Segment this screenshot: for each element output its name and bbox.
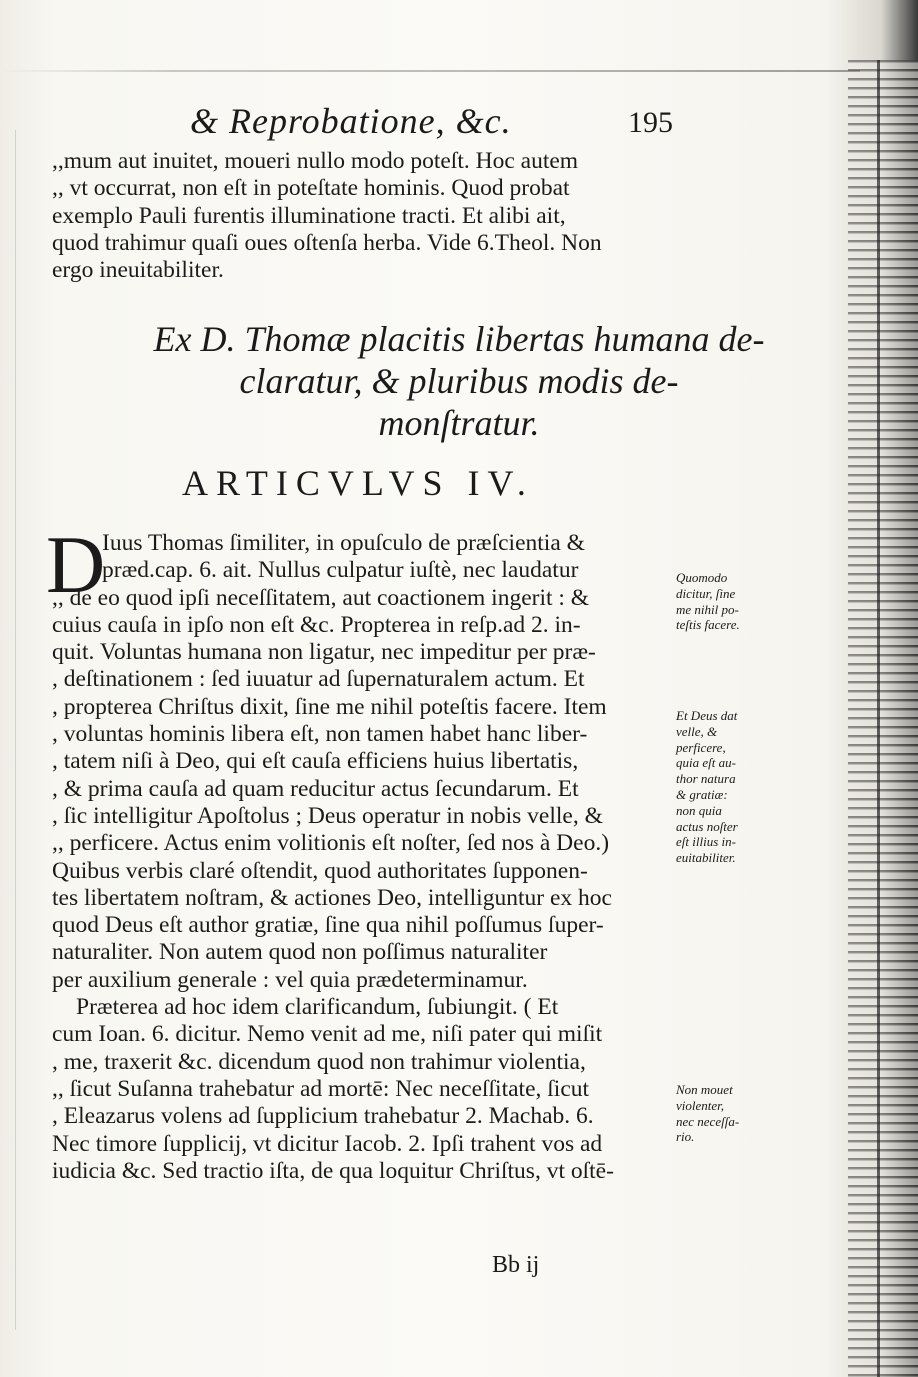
text-line: , & prima cauſa ad quam reducitur actus ſecundarum. Et xyxy=(52,775,579,802)
text-line: , voluntas hominis libera eſt, non tamen habet hanc liber- xyxy=(52,721,588,748)
running-head: & Reprobatione, &c. xyxy=(190,101,512,141)
text-line: , tatem niſi à Deo, qui eſt cauſa efficiens huius libertatis, xyxy=(52,748,579,775)
margin-line: quia eſt au- xyxy=(676,755,736,771)
text-line: præd.cap. 6. ait. Nullus culpatur iuſtè, nec laudatur xyxy=(102,557,579,584)
text-line: ,, vt occurrat, non eſt in poteſtate hominis. Quod probat xyxy=(52,175,570,202)
text-line: quod trahimur quaſi oues oſtenſa herba. Vide 6.Theol. Non xyxy=(52,229,602,256)
margin-line: eſt illius in- xyxy=(676,834,736,850)
text-line: , ſic intelligitur Apoſtolus ; Deus operatur in nobis velle, & xyxy=(52,802,603,829)
text-line: Nec timore ſupplicij, vt dicitur Iacob. 2. Ipſi trahent vos ad xyxy=(52,1130,603,1157)
margin-line: perficere, xyxy=(676,739,726,755)
page-number: 195 xyxy=(628,106,673,139)
text-line: quit. Voluntas humana non ligatur, nec impeditur per præ- xyxy=(52,639,596,666)
text-line: tes libertatem noſtram, & actiones Deo, intelliguntur ex hoc xyxy=(52,884,612,911)
text-line: ergo ineuitabiliter. xyxy=(52,257,224,284)
left-margin-shadow xyxy=(15,130,16,1330)
text-line: naturaliter. Non autem quod non poſſimus naturaliter xyxy=(52,939,548,966)
margin-note xyxy=(676,570,776,633)
margin-line: violenter, xyxy=(676,1097,725,1113)
text-line: ,, de eo quod ipſi neceſſitatem, aut coactionem ingerit : & xyxy=(52,584,590,611)
page-edge-line xyxy=(0,70,860,72)
text-line: exemplo Pauli furentis illuminatione tracti. Et alibi ait, xyxy=(52,202,566,229)
margin-line: teſtis facere. xyxy=(676,617,740,633)
section-heading xyxy=(0,318,918,444)
margin-line: nec neceſſa- xyxy=(676,1113,740,1129)
text-line: Præterea ad hoc idem clarificandum, ſubiungit. ( Et xyxy=(76,994,559,1021)
drop-cap: D xyxy=(46,519,106,610)
margin-note xyxy=(676,708,776,866)
top-paragraph xyxy=(52,148,672,284)
margin-line: Et Deus dat xyxy=(676,708,738,723)
margin-line: me nihil po- xyxy=(676,601,739,617)
margin-line: euitabiliter. xyxy=(676,850,736,866)
margin-line: & gratiæ: xyxy=(676,786,728,802)
margin-line: velle, & xyxy=(676,723,718,739)
text-line: , me, traxerit &c. dicendum quod non trahimur violentia, xyxy=(52,1048,586,1075)
text-line: ,, ſicut Suſanna trahebatur ad mortē: Nec neceſſitate, ſicut xyxy=(52,1075,590,1102)
margin-line: non quia xyxy=(676,802,722,818)
text-line: ,, perficere. Actus enim volitionis eſt noſter, ſed nos à Deo.) xyxy=(52,830,610,857)
text-line: , propterea Chriſtus dixit, ſine me nihil poteſtis facere. Item xyxy=(52,693,607,720)
text-line: Iuus Thomas ſimiliter, in opuſculo de præſcientia & xyxy=(102,530,585,556)
text-line: iudicia &c. Sed tractio iſta, de qua loquitur Chriſtus, vt oſtē- xyxy=(52,1157,614,1184)
text-line: , deſtinationem : ſed iuuatur ad ſupernaturalem actum. Et xyxy=(52,666,585,693)
book-binding-shadow xyxy=(877,60,880,1377)
margin-line: Non mouet xyxy=(676,1082,733,1097)
margin-note xyxy=(676,1082,776,1145)
margin-line: actus noſter xyxy=(676,818,738,834)
text-line: quod Deus eſt author gratiæ, ſine qua nihil poſſumus ſuper- xyxy=(52,912,604,939)
text-line: cuius cauſa in ipſo non eſt &c. Propterea in reſp.ad 2. in- xyxy=(52,611,581,638)
margin-line: dicitur, ſine xyxy=(676,585,736,601)
text-line: per auxilium generale : vel quia prædeterminamur. xyxy=(52,966,528,993)
text-line: , Eleazarus volens ad ſupplicium trahebatur 2. Machab. 6. xyxy=(52,1103,594,1130)
margin-line: Quomodo xyxy=(676,570,728,585)
text-line: cum Ioan. 6. dicitur. Nemo venit ad me, niſi pater qui miſit xyxy=(52,1021,603,1048)
heading-line: Ex D. Thomæ placitis libertas humana de- xyxy=(153,319,765,359)
heading-line: monſtratur. xyxy=(378,403,540,443)
text-line: Quibus verbis claré oſtendit, quod authoritates ſupponen- xyxy=(52,857,588,884)
heading-line: claratur, & pluribus modis de- xyxy=(239,361,679,401)
signature-mark: Bb ij xyxy=(492,1252,540,1278)
margin-line: rio. xyxy=(676,1129,695,1145)
margin-line: thor natura xyxy=(676,771,736,787)
book-binding-edge xyxy=(848,60,918,1377)
main-paragraph xyxy=(52,530,672,1185)
article-title: ARTICVLVS IV. xyxy=(182,463,534,503)
text-line: ,,mum aut inuitet, moueri nullo modo poteſt. Hoc autem xyxy=(52,148,579,174)
